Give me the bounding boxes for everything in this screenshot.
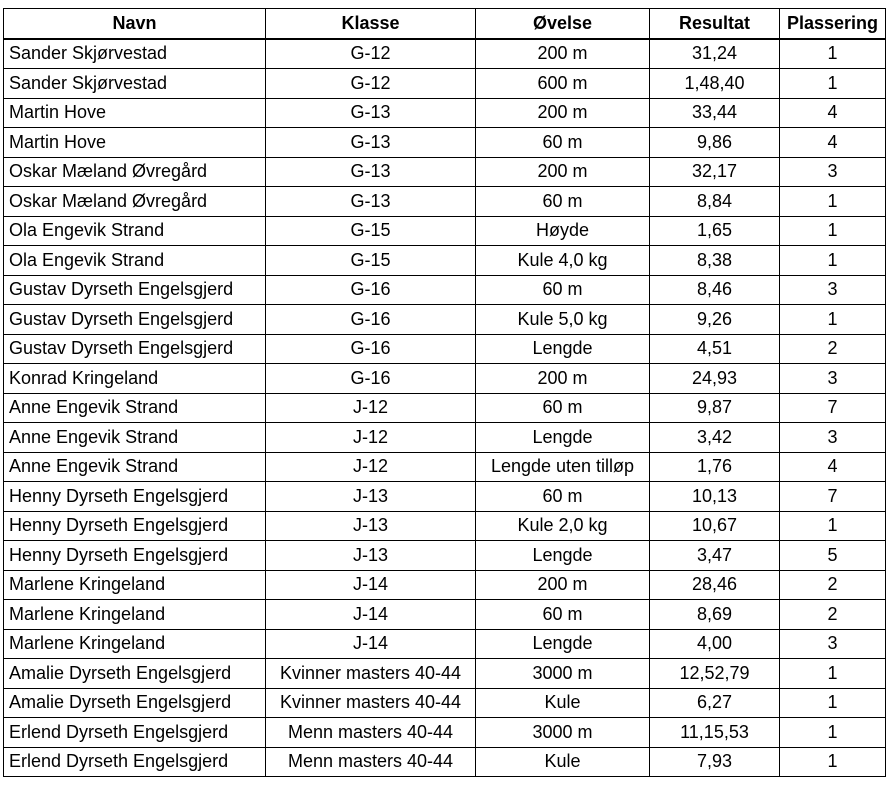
cell-resultat[interactable]: 4,00 xyxy=(650,629,780,659)
cell-ovelse[interactable]: Kule 5,0 kg xyxy=(476,305,650,335)
cell-plassering[interactable]: 1 xyxy=(780,718,886,748)
cell-resultat[interactable]: 7,93 xyxy=(650,747,780,777)
cell-klasse[interactable]: Kvinner masters 40-44 xyxy=(266,688,476,718)
header-navn[interactable]: Navn xyxy=(4,9,266,39)
cell-klasse[interactable]: J-13 xyxy=(266,482,476,512)
cell-klasse[interactable]: J-12 xyxy=(266,423,476,453)
cell-ovelse[interactable]: Kule 4,0 kg xyxy=(476,246,650,276)
cell-resultat[interactable]: 8,46 xyxy=(650,275,780,305)
cell-plassering[interactable]: 3 xyxy=(780,423,886,453)
cell-klasse[interactable]: G-13 xyxy=(266,128,476,158)
table-row xyxy=(4,157,886,187)
cell-resultat[interactable]: 11,15,53 xyxy=(650,718,780,748)
cell-resultat[interactable]: 3,42 xyxy=(650,423,780,453)
cell-plassering[interactable]: 1 xyxy=(780,216,886,246)
cell-plassering[interactable]: 1 xyxy=(780,39,886,69)
table-row xyxy=(4,334,886,364)
cell-navn[interactable]: Marlene Kringeland xyxy=(4,600,266,630)
cell-resultat[interactable]: 8,38 xyxy=(650,246,780,276)
cell-plassering[interactable]: 2 xyxy=(780,600,886,630)
cell-ovelse[interactable]: 200 m xyxy=(476,157,650,187)
cell-navn[interactable]: Oskar Mæland Øvregård xyxy=(4,157,266,187)
header-row xyxy=(4,9,886,39)
cell-navn[interactable]: Martin Hove xyxy=(4,98,266,128)
table-row xyxy=(4,275,886,305)
cell-navn[interactable]: Amalie Dyrseth Engelsgjerd xyxy=(4,659,266,689)
table-row xyxy=(4,98,886,128)
table-row xyxy=(4,600,886,630)
cell-klasse[interactable]: G-16 xyxy=(266,364,476,394)
cell-navn[interactable]: Henny Dyrseth Engelsgjerd xyxy=(4,482,266,512)
cell-resultat[interactable]: 1,48,40 xyxy=(650,69,780,99)
cell-navn[interactable]: Anne Engevik Strand xyxy=(4,423,266,453)
cell-ovelse[interactable]: 60 m xyxy=(476,600,650,630)
cell-ovelse[interactable]: Kule xyxy=(476,747,650,777)
cell-navn[interactable]: Konrad Kringeland xyxy=(4,364,266,394)
cell-plassering[interactable]: 5 xyxy=(780,541,886,571)
table-row xyxy=(4,128,886,158)
cell-resultat[interactable]: 9,87 xyxy=(650,393,780,423)
cell-resultat[interactable]: 1,76 xyxy=(650,452,780,482)
table-row xyxy=(4,187,886,217)
cell-resultat[interactable]: 6,27 xyxy=(650,688,780,718)
cell-plassering[interactable]: 2 xyxy=(780,334,886,364)
cell-navn[interactable]: Henny Dyrseth Engelsgjerd xyxy=(4,511,266,541)
cell-klasse[interactable]: Menn masters 40-44 xyxy=(266,718,476,748)
cell-navn[interactable]: Ola Engevik Strand xyxy=(4,216,266,246)
cell-klasse[interactable]: G-13 xyxy=(266,98,476,128)
cell-ovelse[interactable]: Lengde xyxy=(476,629,650,659)
cell-navn[interactable]: Oskar Mæland Øvregård xyxy=(4,187,266,217)
cell-ovelse[interactable]: 60 m xyxy=(476,393,650,423)
cell-navn[interactable]: Erlend Dyrseth Engelsgjerd xyxy=(4,718,266,748)
cell-plassering[interactable]: 7 xyxy=(780,393,886,423)
cell-ovelse[interactable]: 3000 m xyxy=(476,718,650,748)
cell-resultat[interactable]: 28,46 xyxy=(650,570,780,600)
cell-ovelse[interactable]: 60 m xyxy=(476,275,650,305)
table-row xyxy=(4,364,886,394)
cell-ovelse[interactable]: Lengde xyxy=(476,334,650,364)
table-body xyxy=(4,39,886,777)
table-row xyxy=(4,482,886,512)
cell-navn[interactable]: Anne Engevik Strand xyxy=(4,393,266,423)
cell-resultat[interactable]: 10,13 xyxy=(650,482,780,512)
cell-plassering[interactable]: 3 xyxy=(780,629,886,659)
table-header xyxy=(4,9,886,39)
table-row xyxy=(4,452,886,482)
cell-navn[interactable]: Amalie Dyrseth Engelsgjerd xyxy=(4,688,266,718)
table-row xyxy=(4,718,886,748)
cell-plassering[interactable]: 1 xyxy=(780,246,886,276)
table-row xyxy=(4,541,886,571)
cell-navn[interactable]: Gustav Dyrseth Engelsgjerd xyxy=(4,305,266,335)
header-plassering[interactable]: Plassering xyxy=(780,9,886,39)
cell-resultat[interactable]: 24,93 xyxy=(650,364,780,394)
cell-klasse[interactable]: J-14 xyxy=(266,570,476,600)
cell-navn[interactable]: Ola Engevik Strand xyxy=(4,246,266,276)
table-row xyxy=(4,747,886,777)
cell-navn[interactable]: Marlene Kringeland xyxy=(4,570,266,600)
header-resultat[interactable]: Resultat xyxy=(650,9,780,39)
cell-navn[interactable]: Anne Engevik Strand xyxy=(4,452,266,482)
cell-resultat[interactable]: 3,47 xyxy=(650,541,780,571)
table-row xyxy=(4,393,886,423)
cell-resultat[interactable]: 33,44 xyxy=(650,98,780,128)
cell-navn[interactable]: Sander Skjørvestad xyxy=(4,39,266,69)
cell-ovelse[interactable]: 60 m xyxy=(476,187,650,217)
table-row xyxy=(4,39,886,69)
cell-navn[interactable]: Marlene Kringeland xyxy=(4,629,266,659)
cell-resultat[interactable]: 32,17 xyxy=(650,157,780,187)
cell-plassering[interactable]: 3 xyxy=(780,157,886,187)
cell-plassering[interactable]: 1 xyxy=(780,511,886,541)
cell-plassering[interactable]: 4 xyxy=(780,128,886,158)
cell-plassering[interactable]: 1 xyxy=(780,747,886,777)
table-row xyxy=(4,423,886,453)
cell-klasse[interactable]: G-13 xyxy=(266,187,476,217)
cell-navn[interactable]: Erlend Dyrseth Engelsgjerd xyxy=(4,747,266,777)
table-row xyxy=(4,688,886,718)
cell-ovelse[interactable]: 200 m xyxy=(476,364,650,394)
cell-ovelse[interactable]: Kule 2,0 kg xyxy=(476,511,650,541)
cell-klasse[interactable]: G-13 xyxy=(266,157,476,187)
cell-ovelse[interactable]: Lengde xyxy=(476,423,650,453)
table-row xyxy=(4,69,886,99)
cell-ovelse[interactable]: 60 m xyxy=(476,128,650,158)
cell-resultat[interactable]: 8,84 xyxy=(650,187,780,217)
cell-klasse[interactable]: J-12 xyxy=(266,452,476,482)
cell-klasse[interactable]: J-13 xyxy=(266,541,476,571)
cell-resultat[interactable]: 12,52,79 xyxy=(650,659,780,689)
cell-ovelse[interactable]: 60 m xyxy=(476,482,650,512)
cell-klasse[interactable]: G-15 xyxy=(266,246,476,276)
cell-plassering[interactable]: 4 xyxy=(780,452,886,482)
cell-plassering[interactable]: 1 xyxy=(780,305,886,335)
cell-klasse[interactable]: G-15 xyxy=(266,216,476,246)
cell-klasse[interactable]: G-16 xyxy=(266,305,476,335)
cell-ovelse[interactable]: 200 m xyxy=(476,570,650,600)
cell-ovelse[interactable]: 3000 m xyxy=(476,659,650,689)
cell-navn[interactable]: Henny Dyrseth Engelsgjerd xyxy=(4,541,266,571)
cell-navn[interactable]: Gustav Dyrseth Engelsgjerd xyxy=(4,275,266,305)
table-row xyxy=(4,305,886,335)
cell-resultat[interactable]: 9,26 xyxy=(650,305,780,335)
cell-klasse[interactable]: G-16 xyxy=(266,275,476,305)
table-row xyxy=(4,246,886,276)
cell-plassering[interactable]: 1 xyxy=(780,659,886,689)
cell-resultat[interactable]: 9,86 xyxy=(650,128,780,158)
cell-plassering[interactable]: 4 xyxy=(780,98,886,128)
table-row xyxy=(4,570,886,600)
cell-resultat[interactable]: 10,67 xyxy=(650,511,780,541)
cell-resultat[interactable]: 1,65 xyxy=(650,216,780,246)
results-table xyxy=(3,8,886,777)
cell-ovelse[interactable]: 200 m xyxy=(476,39,650,69)
table-row xyxy=(4,629,886,659)
cell-klasse[interactable]: J-14 xyxy=(266,629,476,659)
cell-klasse[interactable]: G-12 xyxy=(266,39,476,69)
header-klasse[interactable]: Klasse xyxy=(266,9,476,39)
cell-navn[interactable]: Sander Skjørvestad xyxy=(4,69,266,99)
cell-klasse[interactable]: J-12 xyxy=(266,393,476,423)
results-sheet xyxy=(3,8,886,777)
cell-klasse[interactable]: G-12 xyxy=(266,69,476,99)
cell-plassering[interactable]: 3 xyxy=(780,364,886,394)
cell-resultat[interactable]: 31,24 xyxy=(650,39,780,69)
cell-plassering[interactable]: 2 xyxy=(780,570,886,600)
cell-plassering[interactable]: 1 xyxy=(780,69,886,99)
cell-klasse[interactable]: G-16 xyxy=(266,334,476,364)
table-row xyxy=(4,511,886,541)
cell-klasse[interactable]: Kvinner masters 40-44 xyxy=(266,659,476,689)
table-row xyxy=(4,216,886,246)
cell-ovelse[interactable]: Lengde xyxy=(476,541,650,571)
table-row xyxy=(4,659,886,689)
cell-klasse[interactable]: J-13 xyxy=(266,511,476,541)
cell-plassering[interactable]: 1 xyxy=(780,688,886,718)
cell-ovelse[interactable]: 200 m xyxy=(476,98,650,128)
header-ovelse[interactable]: Øvelse xyxy=(476,9,650,39)
cell-resultat[interactable]: 4,51 xyxy=(650,334,780,364)
cell-resultat[interactable]: 8,69 xyxy=(650,600,780,630)
cell-navn[interactable]: Gustav Dyrseth Engelsgjerd xyxy=(4,334,266,364)
cell-klasse[interactable]: J-14 xyxy=(266,600,476,630)
cell-ovelse[interactable]: Kule xyxy=(476,688,650,718)
cell-ovelse[interactable]: Lengde uten tilløp xyxy=(476,452,650,482)
cell-klasse[interactable]: Menn masters 40-44 xyxy=(266,747,476,777)
cell-plassering[interactable]: 3 xyxy=(780,275,886,305)
cell-plassering[interactable]: 1 xyxy=(780,187,886,217)
cell-plassering[interactable]: 7 xyxy=(780,482,886,512)
cell-navn[interactable]: Martin Hove xyxy=(4,128,266,158)
cell-ovelse[interactable]: 600 m xyxy=(476,69,650,99)
cell-ovelse[interactable]: Høyde xyxy=(476,216,650,246)
